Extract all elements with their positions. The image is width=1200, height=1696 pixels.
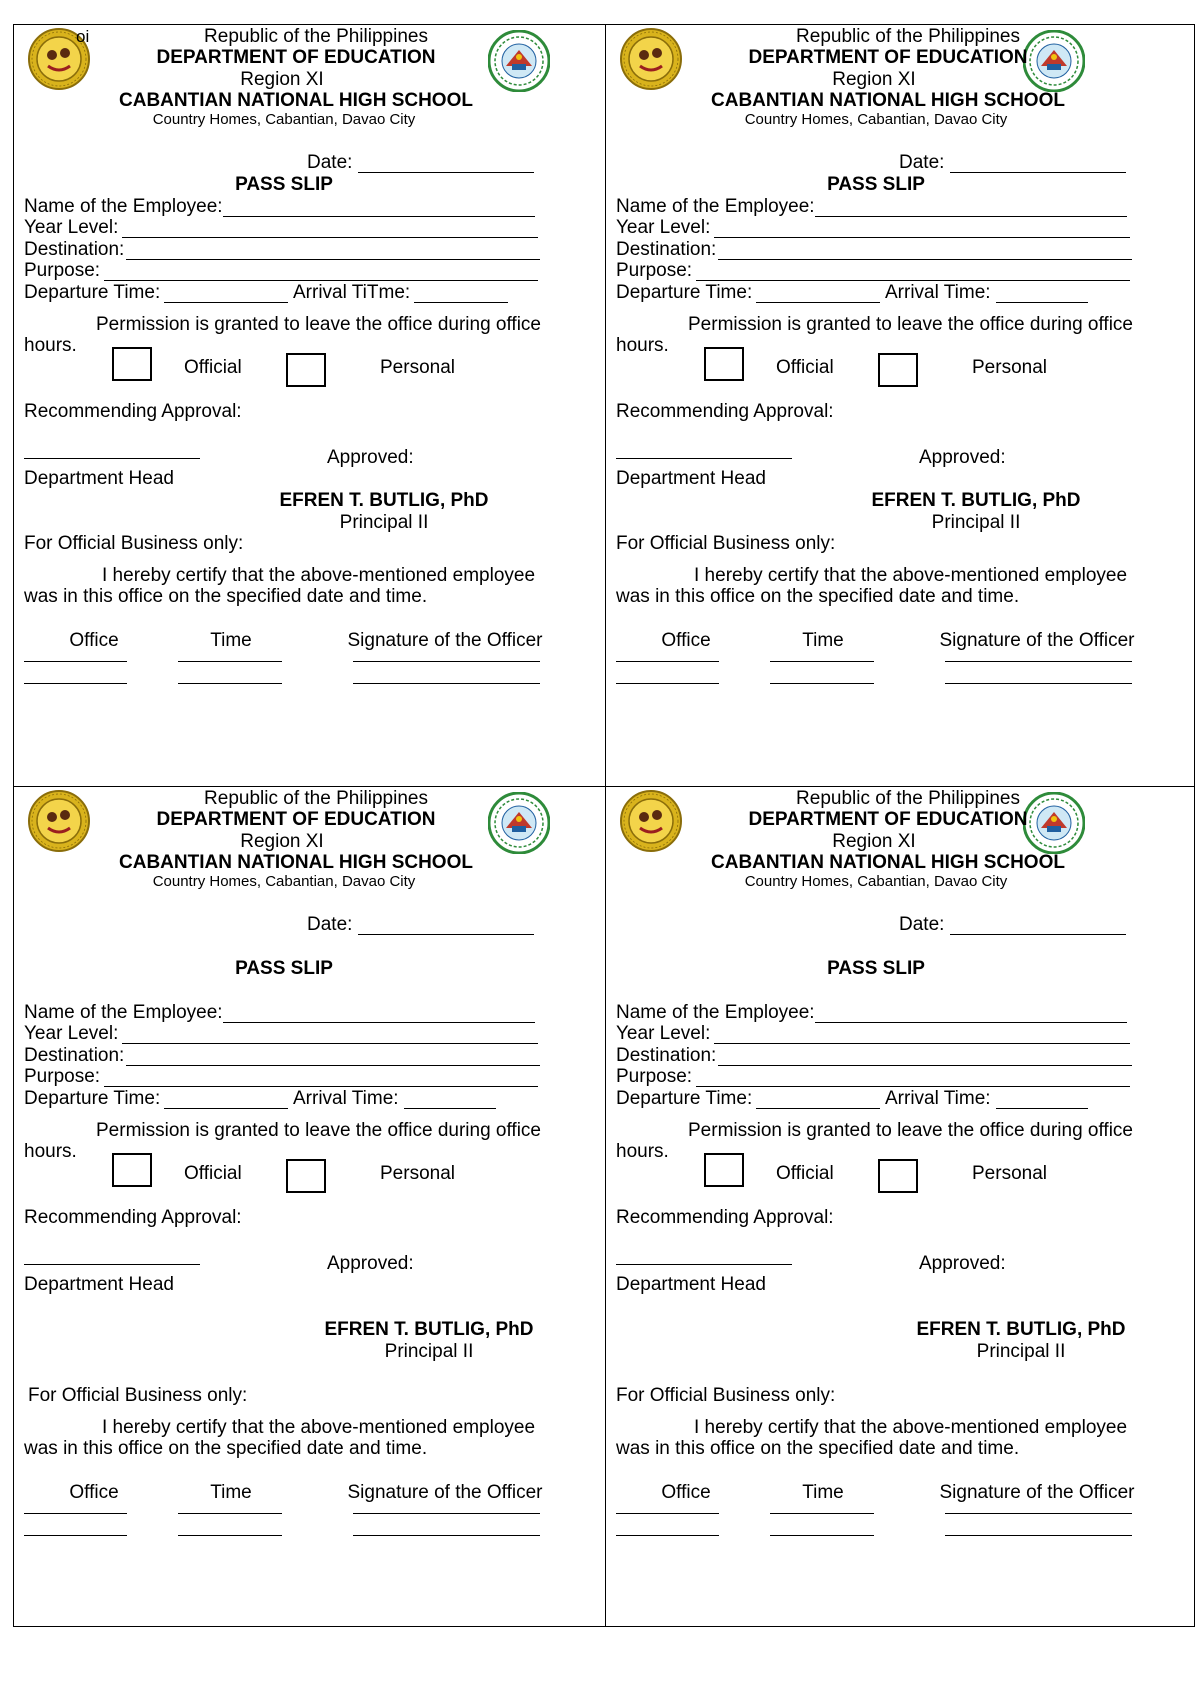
header-address: Country Homes, Cabantian, Davao City bbox=[744, 111, 1008, 128]
permission-line-2: hours. bbox=[24, 335, 77, 356]
personal-label: Personal bbox=[380, 1163, 455, 1184]
header-address: Country Homes, Cabantian, Davao City bbox=[152, 873, 416, 890]
office-column-header: Office bbox=[69, 630, 119, 651]
name-field[interactable] bbox=[815, 1022, 1127, 1023]
personal-checkbox[interactable] bbox=[286, 353, 326, 387]
official-business-label: For Official Business only: bbox=[616, 533, 836, 554]
destination-field[interactable] bbox=[126, 259, 540, 260]
year-field[interactable] bbox=[122, 237, 538, 238]
office-field-2[interactable] bbox=[616, 683, 719, 684]
certify-line-1: I hereby certify that the above-mentioned employee bbox=[102, 565, 536, 586]
recommending-label: Recommending Approval: bbox=[616, 401, 834, 422]
personal-checkbox[interactable] bbox=[286, 1159, 326, 1193]
time-field-2[interactable] bbox=[178, 1535, 282, 1536]
pass-slip-4 bbox=[606, 787, 1196, 1547]
official-checkbox[interactable] bbox=[704, 347, 744, 381]
time-column-header: Time bbox=[802, 1482, 844, 1503]
deped-seal-icon bbox=[620, 790, 682, 852]
school-seal-icon bbox=[1023, 30, 1085, 92]
deped-seal-icon bbox=[620, 28, 682, 90]
signature-field-1[interactable] bbox=[945, 661, 1132, 662]
pass-slip-2 bbox=[606, 25, 1196, 785]
time-column-header: Time bbox=[210, 1482, 252, 1503]
personal-label: Personal bbox=[380, 357, 455, 378]
certify-line-2: was in this office on the specified date and time. bbox=[24, 586, 428, 607]
destination-label: Destination: bbox=[616, 239, 717, 260]
pass-slip-title: PASS SLIP bbox=[235, 174, 333, 195]
purpose-label: Purpose: bbox=[24, 1066, 101, 1087]
name-label: Name of the Employee: bbox=[616, 196, 815, 217]
office-column-header: Office bbox=[661, 630, 711, 651]
header-region: Region XI bbox=[832, 69, 916, 90]
principal-title: Principal II bbox=[339, 512, 429, 533]
principal-title: Principal II bbox=[384, 1341, 474, 1362]
departure-label: Departure Time: bbox=[616, 1088, 753, 1109]
dept-head-label: Department Head bbox=[616, 468, 766, 489]
departure-field[interactable] bbox=[756, 302, 880, 303]
time-field-1[interactable] bbox=[770, 661, 874, 662]
official-business-label: For Official Business only: bbox=[24, 533, 244, 554]
dept-head-signature[interactable] bbox=[24, 1264, 200, 1265]
departure-field[interactable] bbox=[164, 302, 288, 303]
recommending-label: Recommending Approval: bbox=[24, 401, 242, 422]
official-checkbox[interactable] bbox=[112, 347, 152, 381]
permission-line-1: Permission is granted to leave the office during office bbox=[96, 314, 541, 335]
arrival-field[interactable] bbox=[404, 1108, 496, 1109]
name-label: Name of the Employee: bbox=[24, 196, 223, 217]
approved-label: Approved: bbox=[919, 447, 1006, 468]
principal-name: EFREN T. BUTLIG, PhD bbox=[871, 490, 1081, 511]
arrival-field[interactable] bbox=[996, 302, 1088, 303]
deped-seal-icon bbox=[28, 790, 90, 852]
arrival-label: Arrival TiTme: bbox=[293, 282, 411, 303]
year-label: Year Level: bbox=[24, 1023, 119, 1044]
purpose-field[interactable] bbox=[104, 1086, 538, 1087]
official-label: Official bbox=[184, 357, 242, 378]
arrival-label: Arrival Time: bbox=[885, 1088, 991, 1109]
recommending-label: Recommending Approval: bbox=[616, 1207, 834, 1228]
school-seal-icon bbox=[488, 30, 550, 92]
header-republic: Republic of the Philippines bbox=[796, 26, 1020, 47]
dept-head-label: Department Head bbox=[616, 1274, 766, 1295]
time-field-1[interactable] bbox=[178, 661, 282, 662]
arrival-field[interactable] bbox=[414, 302, 508, 303]
signature-field-2[interactable] bbox=[353, 683, 540, 684]
personal-checkbox[interactable] bbox=[878, 1159, 918, 1193]
purpose-field[interactable] bbox=[104, 280, 538, 281]
pass-slip-1 bbox=[14, 25, 604, 785]
header-department: DEPARTMENT OF EDUCATION bbox=[156, 47, 436, 68]
name-field[interactable] bbox=[815, 216, 1127, 217]
arrival-label: Arrival Time: bbox=[293, 1088, 399, 1109]
principal-title: Principal II bbox=[976, 1341, 1066, 1362]
office-field-2[interactable] bbox=[24, 1535, 127, 1536]
date-field[interactable] bbox=[950, 934, 1126, 935]
arrival-label: Arrival Time: bbox=[885, 282, 991, 303]
date-field[interactable] bbox=[950, 172, 1126, 173]
personal-label: Personal bbox=[972, 1163, 1047, 1184]
office-column-header: Office bbox=[69, 1482, 119, 1503]
school-seal-icon bbox=[488, 792, 550, 854]
approved-label: Approved: bbox=[919, 1253, 1006, 1274]
header-school: CABANTIAN NATIONAL HIGH SCHOOL bbox=[119, 852, 473, 873]
time-field-2[interactable] bbox=[178, 683, 282, 684]
signature-field-2[interactable] bbox=[945, 1535, 1132, 1536]
name-label: Name of the Employee: bbox=[24, 1002, 223, 1023]
header-school: CABANTIAN NATIONAL HIGH SCHOOL bbox=[711, 852, 1065, 873]
permission-line-2: hours. bbox=[24, 1141, 77, 1162]
header-department: DEPARTMENT OF EDUCATION bbox=[156, 809, 436, 830]
year-label: Year Level: bbox=[616, 1023, 711, 1044]
header-region: Region XI bbox=[240, 69, 324, 90]
year-label: Year Level: bbox=[616, 217, 711, 238]
office-field-2[interactable] bbox=[24, 683, 127, 684]
time-field-1[interactable] bbox=[770, 1513, 874, 1514]
certify-line-1: I hereby certify that the above-mentioned employee bbox=[102, 1417, 536, 1438]
header-department: DEPARTMENT OF EDUCATION bbox=[748, 47, 1028, 68]
header-region: Region XI bbox=[832, 831, 916, 852]
name-label: Name of the Employee: bbox=[616, 1002, 815, 1023]
header-address: Country Homes, Cabantian, Davao City bbox=[744, 873, 1008, 890]
header-republic: Republic of the Philippines bbox=[796, 788, 1020, 809]
pass-slip-title: PASS SLIP bbox=[827, 958, 925, 979]
certify-line-2: was in this office on the specified date and time. bbox=[616, 1438, 1020, 1459]
school-seal-icon bbox=[1023, 792, 1085, 854]
purpose-label: Purpose: bbox=[24, 260, 101, 281]
signature-field-2[interactable] bbox=[353, 1535, 540, 1536]
dept-head-label: Department Head bbox=[24, 468, 174, 489]
dept-head-signature[interactable] bbox=[616, 1264, 792, 1265]
permission-line-1: Permission is granted to leave the office during office bbox=[688, 1120, 1133, 1141]
approved-label: Approved: bbox=[327, 447, 414, 468]
dept-head-signature[interactable] bbox=[24, 458, 200, 459]
signature-column-header: Signature of the Officer bbox=[939, 1482, 1135, 1503]
signature-column-header: Signature of the Officer bbox=[347, 630, 543, 651]
header-address: Country Homes, Cabantian, Davao City bbox=[152, 111, 416, 128]
departure-label: Departure Time: bbox=[24, 1088, 161, 1109]
date-label: Date: bbox=[307, 914, 353, 935]
year-label: Year Level: bbox=[24, 217, 119, 238]
official-checkbox[interactable] bbox=[112, 1153, 152, 1187]
permission-line-1: Permission is granted to leave the office during office bbox=[96, 1120, 541, 1141]
office-field-1[interactable] bbox=[616, 1513, 719, 1514]
pass-slip-title: PASS SLIP bbox=[827, 174, 925, 195]
signature-column-header: Signature of the Officer bbox=[347, 1482, 543, 1503]
date-label: Date: bbox=[899, 152, 945, 173]
official-checkbox[interactable] bbox=[704, 1153, 744, 1187]
certify-line-1: I hereby certify that the above-mentioned employee bbox=[694, 1417, 1128, 1438]
destination-field[interactable] bbox=[718, 259, 1132, 260]
date-label: Date: bbox=[307, 152, 353, 173]
official-label: Official bbox=[776, 1163, 834, 1184]
header-region: Region XI bbox=[240, 831, 324, 852]
time-column-header: Time bbox=[802, 630, 844, 651]
dept-head-label: Department Head bbox=[24, 1274, 174, 1295]
principal-name: EFREN T. BUTLIG, PhD bbox=[324, 1319, 534, 1340]
official-label: Official bbox=[776, 357, 834, 378]
time-field-2[interactable] bbox=[770, 683, 874, 684]
office-field-1[interactable] bbox=[24, 661, 127, 662]
time-column-header: Time bbox=[210, 630, 252, 651]
signature-field-1[interactable] bbox=[945, 1513, 1132, 1514]
header-school: CABANTIAN NATIONAL HIGH SCHOOL bbox=[711, 90, 1065, 111]
office-field-1[interactable] bbox=[24, 1513, 127, 1514]
arrival-field[interactable] bbox=[996, 1108, 1088, 1109]
personal-checkbox[interactable] bbox=[878, 353, 918, 387]
date-field[interactable] bbox=[358, 934, 534, 935]
year-field[interactable] bbox=[122, 1043, 538, 1044]
year-field[interactable] bbox=[714, 237, 1130, 238]
personal-label: Personal bbox=[972, 357, 1047, 378]
destination-label: Destination: bbox=[24, 1045, 125, 1066]
date-field[interactable] bbox=[358, 172, 534, 173]
office-field-2[interactable] bbox=[616, 1535, 719, 1536]
office-column-header: Office bbox=[661, 1482, 711, 1503]
departure-field[interactable] bbox=[164, 1108, 288, 1109]
time-field-1[interactable] bbox=[178, 1513, 282, 1514]
principal-name: EFREN T. BUTLIG, PhD bbox=[279, 490, 489, 511]
official-business-label: For Official Business only: bbox=[616, 1385, 836, 1406]
principal-name: EFREN T. BUTLIG, PhD bbox=[916, 1319, 1126, 1340]
signature-field-1[interactable] bbox=[353, 1513, 540, 1514]
approved-label: Approved: bbox=[327, 1253, 414, 1274]
pass-slip-title: PASS SLIP bbox=[235, 958, 333, 979]
signature-column-header: Signature of the Officer bbox=[939, 630, 1135, 651]
permission-line-2: hours. bbox=[616, 335, 669, 356]
departure-field[interactable] bbox=[756, 1108, 880, 1109]
time-field-2[interactable] bbox=[770, 1535, 874, 1536]
office-field-1[interactable] bbox=[616, 661, 719, 662]
purpose-field[interactable] bbox=[696, 1086, 1130, 1087]
pass-slip-3 bbox=[14, 787, 604, 1547]
destination-label: Destination: bbox=[616, 1045, 717, 1066]
official-business-label: For Official Business only: bbox=[28, 1385, 248, 1406]
name-field[interactable] bbox=[223, 1022, 535, 1023]
header-school: CABANTIAN NATIONAL HIGH SCHOOL bbox=[119, 90, 473, 111]
departure-label: Departure Time: bbox=[616, 282, 753, 303]
signature-field-2[interactable] bbox=[945, 683, 1132, 684]
principal-title: Principal II bbox=[931, 512, 1021, 533]
header-republic: Republic of the Philippines bbox=[204, 788, 428, 809]
name-field[interactable] bbox=[223, 216, 535, 217]
date-label: Date: bbox=[899, 914, 945, 935]
signature-field-1[interactable] bbox=[353, 661, 540, 662]
permission-line-2: hours. bbox=[616, 1141, 669, 1162]
destination-field[interactable] bbox=[126, 1065, 540, 1066]
purpose-field[interactable] bbox=[696, 280, 1130, 281]
certify-line-2: was in this office on the specified date and time. bbox=[24, 1438, 428, 1459]
departure-label: Departure Time: bbox=[24, 282, 161, 303]
certify-line-1: I hereby certify that the above-mentioned employee bbox=[694, 565, 1128, 586]
purpose-label: Purpose: bbox=[616, 1066, 693, 1087]
permission-line-1: Permission is granted to leave the office during office bbox=[688, 314, 1133, 335]
stray-mark: oi bbox=[76, 27, 90, 46]
official-label: Official bbox=[184, 1163, 242, 1184]
destination-field[interactable] bbox=[718, 1065, 1132, 1066]
recommending-label: Recommending Approval: bbox=[24, 1207, 242, 1228]
purpose-label: Purpose: bbox=[616, 260, 693, 281]
certify-line-2: was in this office on the specified date and time. bbox=[616, 586, 1020, 607]
destination-label: Destination: bbox=[24, 239, 125, 260]
header-department: DEPARTMENT OF EDUCATION bbox=[748, 809, 1028, 830]
dept-head-signature[interactable] bbox=[616, 458, 792, 459]
header-republic: Republic of the Philippines bbox=[204, 26, 428, 47]
year-field[interactable] bbox=[714, 1043, 1130, 1044]
